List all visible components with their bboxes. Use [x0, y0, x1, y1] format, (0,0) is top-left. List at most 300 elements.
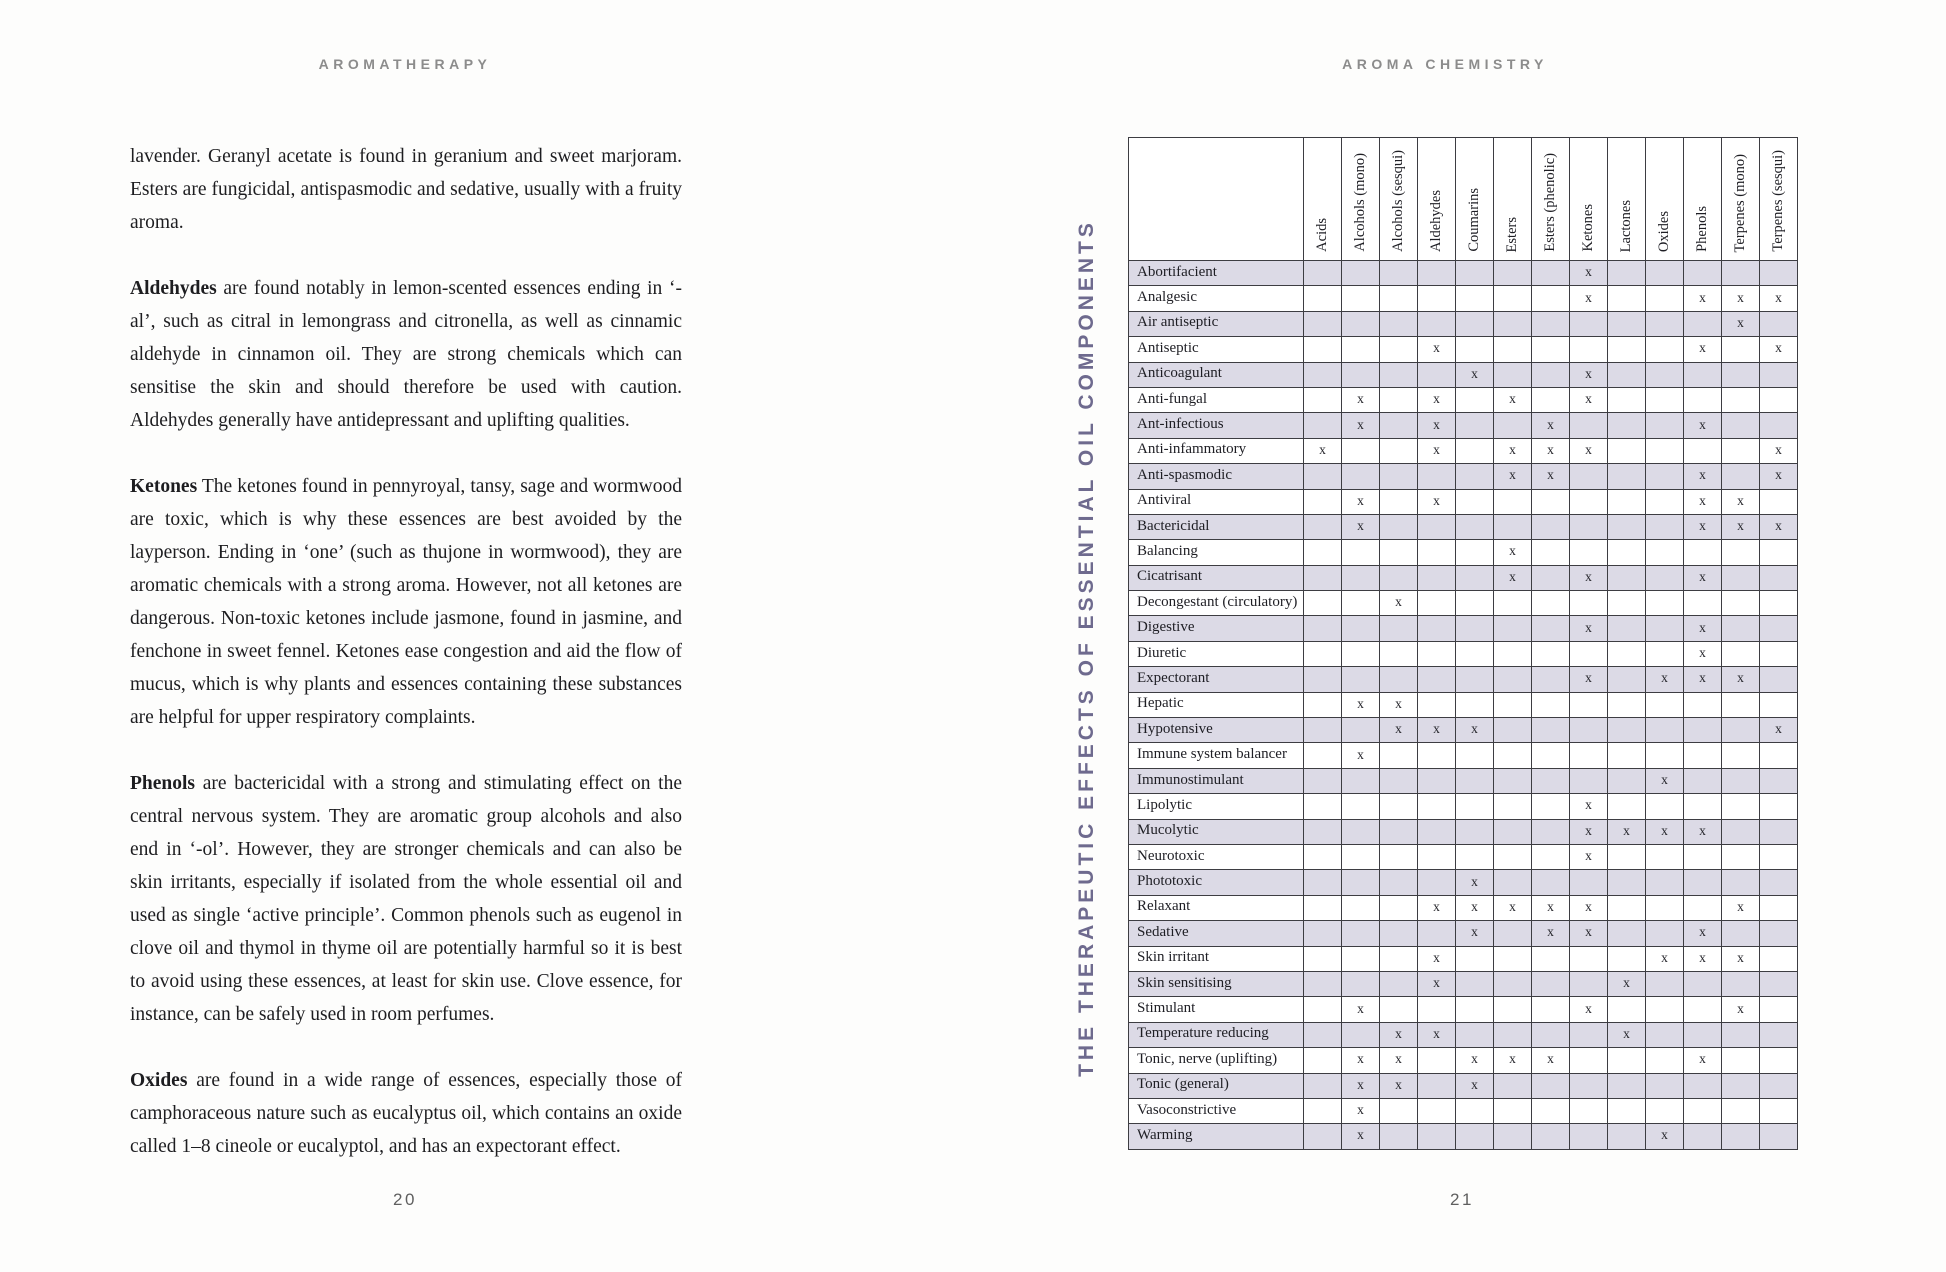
matrix-cell: x — [1722, 895, 1760, 920]
matrix-cell: x — [1418, 337, 1456, 362]
matrix-cell: x — [1684, 819, 1722, 844]
table-row — [1129, 819, 1798, 844]
matrix-cell: x — [1608, 819, 1646, 844]
column-header-label: Coumarins — [1466, 188, 1483, 252]
matrix-cell: x — [1722, 946, 1760, 971]
matrix-cell — [1760, 794, 1798, 819]
matrix-cell — [1722, 565, 1760, 590]
matrix-cell — [1494, 1124, 1532, 1149]
matrix-cell: x — [1608, 1022, 1646, 1047]
matrix-cell — [1570, 870, 1608, 895]
matrix-cell — [1760, 768, 1798, 793]
matrix-cell — [1684, 1098, 1722, 1123]
matrix-cell — [1304, 1048, 1342, 1073]
matrix-cell — [1456, 337, 1494, 362]
paragraph-lead: Aldehydes — [130, 278, 217, 299]
column-header-label: Alcohols (sesqui) — [1390, 150, 1407, 252]
column-header — [1722, 138, 1760, 261]
matrix-cell — [1494, 286, 1532, 311]
matrix-cell — [1418, 565, 1456, 590]
matrix-cell: x — [1760, 718, 1798, 743]
matrix-cell: x — [1418, 413, 1456, 438]
matrix-cell — [1646, 438, 1684, 463]
matrix-cell — [1304, 997, 1342, 1022]
matrix-cell — [1608, 794, 1646, 819]
matrix-cell — [1760, 1098, 1798, 1123]
matrix-cell — [1722, 743, 1760, 768]
matrix-cell: x — [1342, 489, 1380, 514]
matrix-cell — [1760, 921, 1798, 946]
matrix-cell — [1608, 743, 1646, 768]
matrix-cell — [1608, 1048, 1646, 1073]
matrix-cell: x — [1684, 286, 1722, 311]
matrix-cell — [1494, 768, 1532, 793]
matrix-cell — [1646, 1022, 1684, 1047]
matrix-cell — [1684, 1073, 1722, 1098]
matrix-cell — [1760, 591, 1798, 616]
matrix-cell — [1342, 718, 1380, 743]
matrix-cell — [1418, 261, 1456, 286]
matrix-cell — [1532, 616, 1570, 641]
matrix-cell — [1456, 514, 1494, 539]
matrix-cell — [1494, 870, 1532, 895]
matrix-cell — [1608, 616, 1646, 641]
row-label: Analgesic — [1129, 286, 1304, 311]
matrix-cell — [1608, 692, 1646, 717]
matrix-cell — [1304, 921, 1342, 946]
matrix-cell — [1608, 591, 1646, 616]
matrix-cell — [1494, 718, 1532, 743]
matrix-cell: x — [1570, 794, 1608, 819]
matrix-cell — [1532, 692, 1570, 717]
matrix-cell — [1304, 565, 1342, 590]
matrix-cell: x — [1342, 413, 1380, 438]
matrix-cell — [1494, 1098, 1532, 1123]
matrix-cell — [1532, 641, 1570, 666]
matrix-cell: x — [1570, 921, 1608, 946]
matrix-cell — [1570, 946, 1608, 971]
matrix-cell — [1722, 261, 1760, 286]
table-row — [1129, 946, 1798, 971]
column-header — [1342, 138, 1380, 261]
column-header — [1570, 138, 1608, 261]
matrix-cell — [1532, 337, 1570, 362]
matrix-cell — [1608, 286, 1646, 311]
matrix-cell — [1304, 1073, 1342, 1098]
matrix-cell — [1684, 844, 1722, 869]
matrix-cell — [1418, 1048, 1456, 1073]
matrix-cell — [1570, 1098, 1608, 1123]
matrix-cell — [1570, 692, 1608, 717]
matrix-cell: x — [1494, 895, 1532, 920]
matrix-cell — [1684, 870, 1722, 895]
matrix-cell — [1380, 641, 1418, 666]
table-row — [1129, 921, 1798, 946]
table-row — [1129, 616, 1798, 641]
column-header — [1684, 138, 1722, 261]
matrix-cell — [1722, 870, 1760, 895]
matrix-cell — [1304, 489, 1342, 514]
matrix-cell — [1380, 464, 1418, 489]
row-label: Phototoxic — [1129, 870, 1304, 895]
matrix-cell: x — [1380, 1073, 1418, 1098]
column-header-label: Aldehydes — [1428, 189, 1445, 252]
row-label: Ant-infectious — [1129, 413, 1304, 438]
matrix-cell — [1570, 540, 1608, 565]
matrix-cell — [1532, 946, 1570, 971]
matrix-cell — [1418, 311, 1456, 336]
matrix-cell: x — [1532, 413, 1570, 438]
matrix-cell: x — [1342, 1073, 1380, 1098]
matrix-cell — [1418, 1098, 1456, 1123]
matrix-cell — [1494, 971, 1532, 996]
matrix-cell — [1380, 438, 1418, 463]
matrix-cell: x — [1684, 921, 1722, 946]
matrix-cell: x — [1418, 438, 1456, 463]
matrix-cell — [1684, 1124, 1722, 1149]
matrix-cell — [1646, 971, 1684, 996]
matrix-cell — [1304, 540, 1342, 565]
matrix-cell — [1494, 337, 1532, 362]
matrix-cell — [1380, 514, 1418, 539]
matrix-cell — [1646, 286, 1684, 311]
column-header — [1760, 138, 1798, 261]
matrix-cell — [1608, 362, 1646, 387]
matrix-cell: x — [1684, 1048, 1722, 1073]
row-label: Mucolytic — [1129, 819, 1304, 844]
row-label: Antiseptic — [1129, 337, 1304, 362]
matrix-cell — [1760, 261, 1798, 286]
matrix-cell — [1304, 464, 1342, 489]
matrix-cell — [1722, 844, 1760, 869]
matrix-cell — [1570, 464, 1608, 489]
matrix-cell — [1760, 1073, 1798, 1098]
matrix-cell — [1722, 794, 1760, 819]
row-label: Antiviral — [1129, 489, 1304, 514]
matrix-cell — [1456, 819, 1494, 844]
matrix-cell — [1646, 844, 1684, 869]
table-row — [1129, 591, 1798, 616]
matrix-cell — [1646, 743, 1684, 768]
matrix-cell: x — [1646, 768, 1684, 793]
matrix-cell — [1532, 261, 1570, 286]
matrix-cell — [1494, 794, 1532, 819]
matrix-cell — [1456, 971, 1494, 996]
matrix-cell — [1570, 743, 1608, 768]
matrix-cell — [1722, 438, 1760, 463]
matrix-cell — [1304, 286, 1342, 311]
matrix-cell — [1646, 870, 1684, 895]
matrix-cell: x — [1684, 641, 1722, 666]
matrix-cell: x — [1760, 514, 1798, 539]
table-row — [1129, 413, 1798, 438]
matrix-cell — [1456, 997, 1494, 1022]
row-label: Warming — [1129, 1124, 1304, 1149]
matrix-cell — [1608, 514, 1646, 539]
matrix-cell — [1608, 464, 1646, 489]
matrix-cell — [1760, 844, 1798, 869]
matrix-cell — [1760, 387, 1798, 412]
matrix-cell — [1570, 1048, 1608, 1073]
matrix-cell — [1608, 895, 1646, 920]
matrix-cell — [1418, 921, 1456, 946]
matrix-cell — [1342, 819, 1380, 844]
matrix-cell — [1760, 311, 1798, 336]
matrix-cell — [1304, 591, 1342, 616]
matrix-cell: x — [1570, 387, 1608, 412]
table-row — [1129, 438, 1798, 463]
matrix-cell — [1646, 718, 1684, 743]
matrix-cell — [1304, 387, 1342, 412]
matrix-cell — [1456, 387, 1494, 412]
matrix-cell — [1456, 768, 1494, 793]
matrix-cell — [1494, 616, 1532, 641]
matrix-cell — [1494, 946, 1532, 971]
row-label: Cicatrisant — [1129, 565, 1304, 590]
matrix-cell — [1684, 895, 1722, 920]
matrix-cell — [1304, 641, 1342, 666]
matrix-cell — [1646, 261, 1684, 286]
matrix-cell — [1494, 1022, 1532, 1047]
matrix-cell: x — [1646, 946, 1684, 971]
matrix-cell — [1304, 692, 1342, 717]
matrix-cell — [1608, 387, 1646, 412]
matrix-cell — [1456, 946, 1494, 971]
matrix-cell — [1494, 591, 1532, 616]
matrix-cell: x — [1570, 997, 1608, 1022]
paragraph: Aldehydes are found notably in lemon-scented essences ending in ‘-al’, such as citral in lemongrass and citronella, as well as cinnamic aldehyde in cinnamon oil. They are strong chemicals which can sensitise the skin and should therefore be used with caution. Aldehydes generally have antidepressant and uplifting qualities. — [130, 278, 682, 431]
matrix-cell — [1760, 819, 1798, 844]
matrix-cell — [1342, 794, 1380, 819]
matrix-cell — [1494, 667, 1532, 692]
matrix-cell: x — [1304, 438, 1342, 463]
matrix-cell — [1760, 565, 1798, 590]
matrix-cell — [1760, 1022, 1798, 1047]
matrix-cell: x — [1342, 997, 1380, 1022]
matrix-cell: x — [1456, 870, 1494, 895]
matrix-cell — [1304, 362, 1342, 387]
matrix-cell — [1646, 337, 1684, 362]
table-row — [1129, 387, 1798, 412]
matrix-cell — [1646, 362, 1684, 387]
column-header-label: Alcohols (mono) — [1352, 153, 1369, 252]
column-header — [1494, 138, 1532, 261]
matrix-cell: x — [1418, 489, 1456, 514]
matrix-cell — [1570, 514, 1608, 539]
matrix-cell: x — [1646, 819, 1684, 844]
matrix-cell — [1494, 413, 1532, 438]
matrix-cell — [1380, 540, 1418, 565]
matrix-cell — [1570, 311, 1608, 336]
matrix-cell — [1760, 540, 1798, 565]
matrix-cell: x — [1418, 718, 1456, 743]
matrix-cell — [1494, 844, 1532, 869]
matrix-cell — [1304, 413, 1342, 438]
matrix-cell — [1570, 413, 1608, 438]
matrix-cell — [1342, 261, 1380, 286]
matrix-cell — [1646, 565, 1684, 590]
matrix-cell: x — [1608, 971, 1646, 996]
matrix-cell — [1684, 997, 1722, 1022]
matrix-cell — [1760, 895, 1798, 920]
matrix-cell — [1494, 514, 1532, 539]
matrix-cell — [1684, 311, 1722, 336]
matrix-cell — [1418, 1073, 1456, 1098]
matrix-cell — [1532, 1022, 1570, 1047]
matrix-cell — [1342, 870, 1380, 895]
matrix-cell — [1304, 946, 1342, 971]
matrix-cell — [1494, 641, 1532, 666]
matrix-cell — [1380, 565, 1418, 590]
table-row — [1129, 1048, 1798, 1073]
matrix-cell — [1760, 413, 1798, 438]
matrix-cell — [1304, 971, 1342, 996]
matrix-cell — [1304, 311, 1342, 336]
matrix-cell — [1608, 489, 1646, 514]
table-row — [1129, 362, 1798, 387]
table-row — [1129, 768, 1798, 793]
matrix-cell: x — [1418, 387, 1456, 412]
matrix-cell — [1722, 540, 1760, 565]
matrix-cell: x — [1456, 1073, 1494, 1098]
matrix-cell — [1646, 413, 1684, 438]
matrix-cell — [1684, 971, 1722, 996]
matrix-cell — [1418, 1124, 1456, 1149]
matrix-cell: x — [1684, 464, 1722, 489]
matrix-cell — [1380, 311, 1418, 336]
matrix-cell — [1646, 692, 1684, 717]
matrix-cell: x — [1380, 1048, 1418, 1073]
matrix-cell — [1532, 565, 1570, 590]
matrix-cell — [1684, 540, 1722, 565]
left-running-head: AROMATHERAPY — [318, 56, 492, 72]
table-row — [1129, 261, 1798, 286]
matrix-cell — [1646, 921, 1684, 946]
right-running-head: AROMA CHEMISTRY — [1342, 56, 1548, 72]
matrix-cell — [1380, 286, 1418, 311]
matrix-cell: x — [1456, 921, 1494, 946]
matrix-cell — [1684, 768, 1722, 793]
matrix-cell — [1418, 768, 1456, 793]
matrix-cell: x — [1760, 337, 1798, 362]
matrix-cell — [1722, 413, 1760, 438]
matrix-cell: x — [1532, 438, 1570, 463]
matrix-cell — [1456, 413, 1494, 438]
matrix-cell — [1342, 971, 1380, 996]
matrix-cell — [1456, 565, 1494, 590]
matrix-body — [1129, 261, 1798, 1150]
matrix-cell — [1684, 794, 1722, 819]
table-row — [1129, 514, 1798, 539]
matrix-cell: x — [1456, 718, 1494, 743]
matrix-cell — [1304, 743, 1342, 768]
matrix-cell — [1494, 692, 1532, 717]
matrix-cell: x — [1570, 895, 1608, 920]
matrix-cell — [1342, 921, 1380, 946]
matrix-cell: x — [1342, 1124, 1380, 1149]
matrix-cell — [1570, 1022, 1608, 1047]
matrix-cell: x — [1760, 286, 1798, 311]
row-label: Skin irritant — [1129, 946, 1304, 971]
matrix-cell: x — [1570, 438, 1608, 463]
matrix-cell — [1342, 286, 1380, 311]
matrix-cell — [1418, 844, 1456, 869]
matrix-cell — [1760, 743, 1798, 768]
matrix-cell: x — [1456, 895, 1494, 920]
matrix-cell: x — [1684, 616, 1722, 641]
matrix-cell — [1494, 743, 1532, 768]
matrix-cell — [1760, 667, 1798, 692]
matrix-cell — [1532, 540, 1570, 565]
matrix-cell — [1532, 1098, 1570, 1123]
matrix-cell — [1532, 514, 1570, 539]
matrix-cell — [1760, 1124, 1798, 1149]
matrix-cell — [1532, 387, 1570, 412]
matrix-cell — [1646, 514, 1684, 539]
row-label: Immunostimulant — [1129, 768, 1304, 793]
row-label: Diuretic — [1129, 641, 1304, 666]
column-header — [1418, 138, 1456, 261]
matrix-cell — [1418, 591, 1456, 616]
column-header — [1608, 138, 1646, 261]
matrix-cell: x — [1380, 692, 1418, 717]
matrix-cell — [1304, 870, 1342, 895]
matrix-cell — [1418, 286, 1456, 311]
matrix-cell — [1418, 667, 1456, 692]
matrix-cell — [1342, 438, 1380, 463]
matrix-cell: x — [1570, 261, 1608, 286]
matrix-cell — [1380, 794, 1418, 819]
matrix-cell — [1532, 286, 1570, 311]
table-row — [1129, 565, 1798, 590]
matrix-cell — [1646, 641, 1684, 666]
matrix-cell — [1532, 362, 1570, 387]
matrix-cell — [1304, 844, 1342, 869]
matrix-cell — [1608, 1124, 1646, 1149]
row-label: Neurotoxic — [1129, 844, 1304, 869]
matrix-cell — [1342, 311, 1380, 336]
matrix-cell — [1494, 1073, 1532, 1098]
matrix-cell — [1684, 1022, 1722, 1047]
matrix-cell: x — [1722, 489, 1760, 514]
matrix-cell — [1380, 261, 1418, 286]
matrix-cell: x — [1532, 921, 1570, 946]
paragraph: lavender. Geranyl acetate is found in geranium and sweet marjoram. Esters are fungicidal, antispasmodic and sedative, usually with a fruity aroma. — [130, 146, 682, 233]
matrix-cell — [1608, 718, 1646, 743]
matrix-cell — [1342, 667, 1380, 692]
matrix-cell: x — [1380, 591, 1418, 616]
matrix-cell — [1304, 1124, 1342, 1149]
matrix-cell — [1304, 794, 1342, 819]
matrix-cell — [1418, 540, 1456, 565]
matrix-cell: x — [1342, 514, 1380, 539]
matrix-cell: x — [1494, 1048, 1532, 1073]
matrix-cell — [1380, 362, 1418, 387]
row-label: Anti-spasmodic — [1129, 464, 1304, 489]
matrix-cell — [1304, 819, 1342, 844]
row-label: Sedative — [1129, 921, 1304, 946]
table-row — [1129, 464, 1798, 489]
matrix-cell — [1722, 337, 1760, 362]
matrix-cell — [1380, 413, 1418, 438]
matrix-cell — [1494, 311, 1532, 336]
matrix-cell — [1646, 616, 1684, 641]
row-label: Expectorant — [1129, 667, 1304, 692]
matrix-cell — [1380, 870, 1418, 895]
matrix-cell: x — [1570, 667, 1608, 692]
left-page-number: 20 — [393, 1190, 417, 1209]
column-header-label: Lactones — [1618, 199, 1635, 252]
